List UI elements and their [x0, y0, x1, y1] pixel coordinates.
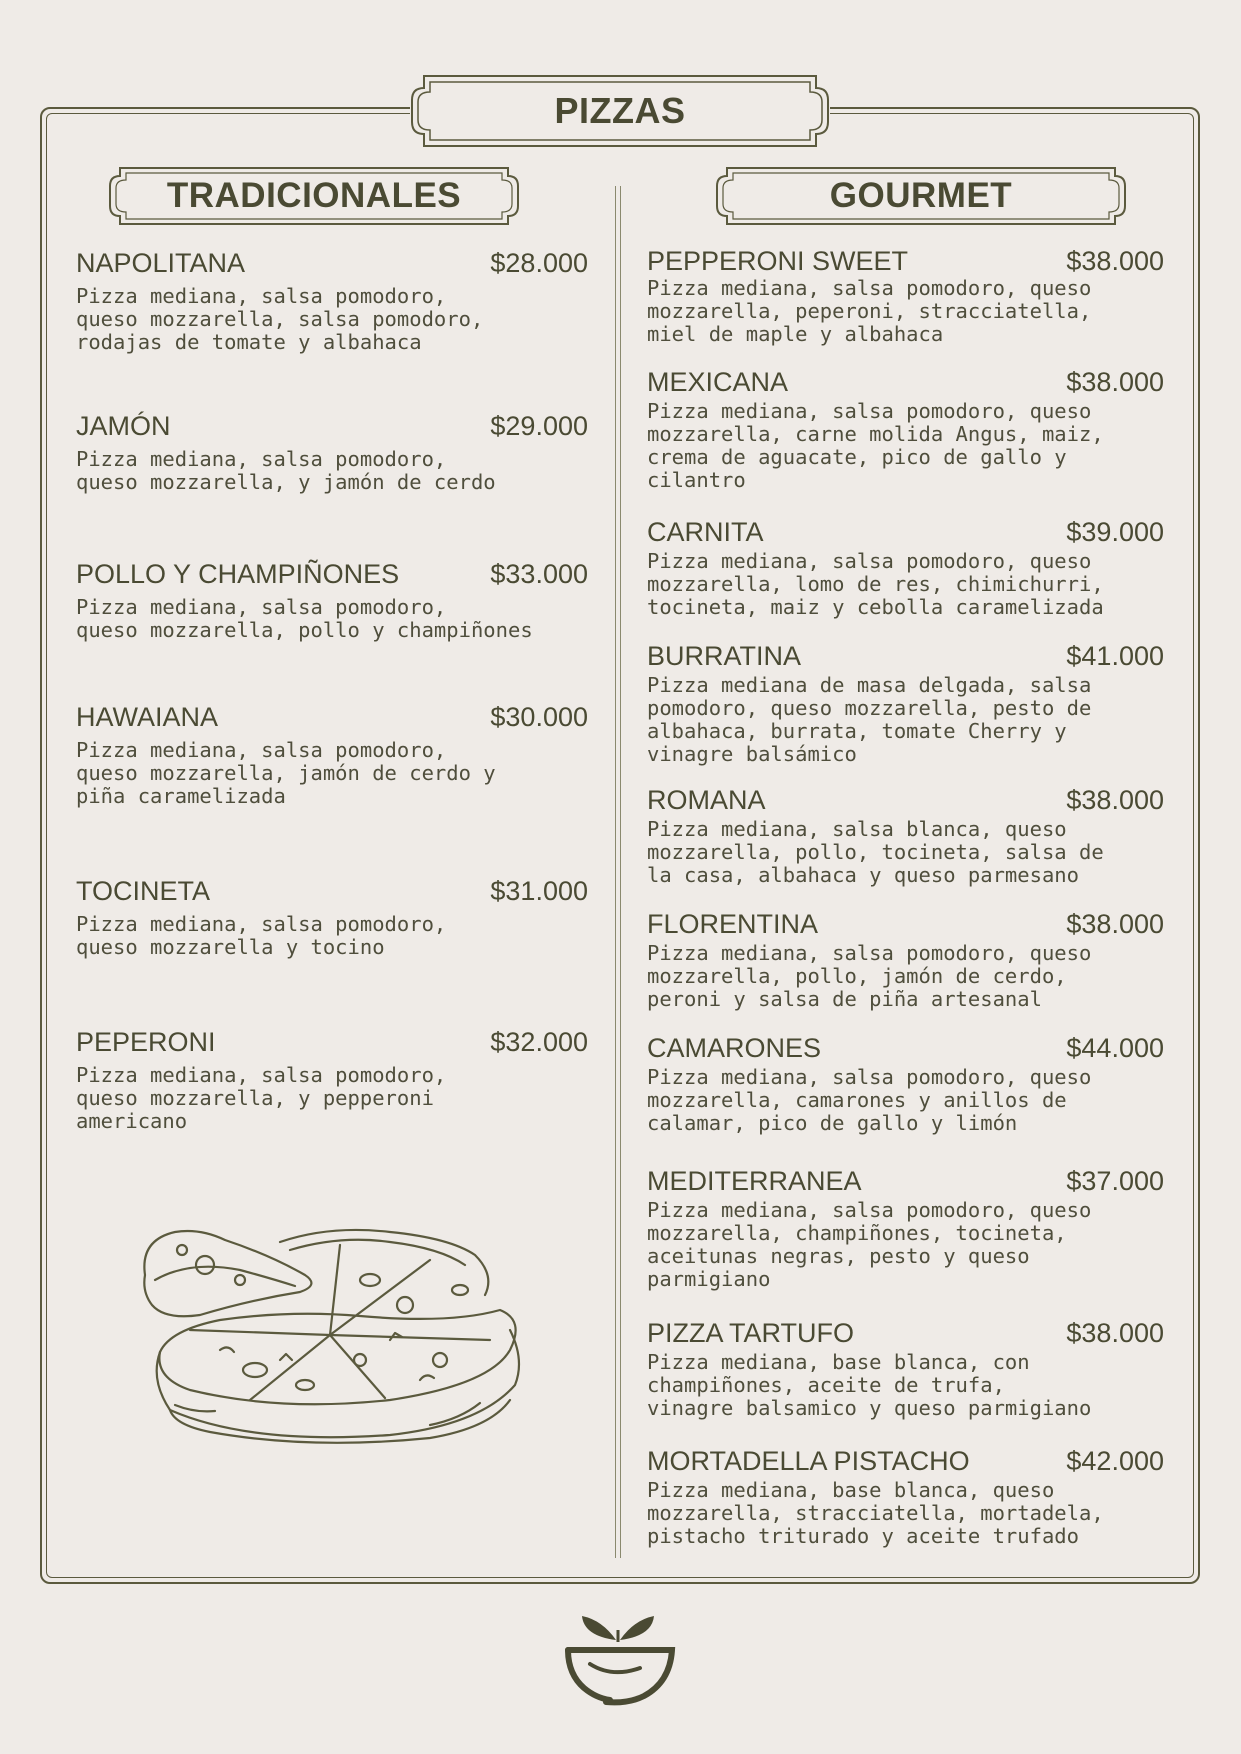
item-name: BURRATINA: [647, 641, 802, 671]
menu-item: [647, 1446, 1164, 1548]
item-price: $31.000: [490, 876, 588, 906]
item-name: PIZZA TARTUFO: [647, 1318, 855, 1348]
item-price: $28.000: [490, 248, 588, 278]
item-price: $38.000: [1066, 785, 1164, 815]
item-price: $38.000: [1066, 246, 1164, 276]
item-description: Pizza mediana, salsa pomodoro, queso mozzarella, pollo, jamón de cerdo, peroni y salsa de piña artesanal: [647, 941, 1092, 1011]
menu-item: [76, 1027, 588, 1133]
item-price: $38.000: [1066, 909, 1164, 939]
item-description: Pizza mediana, salsa pomodoro, queso mozzarella, carne molida Angus, maiz, crema de aguacate, pico de gallo y cilantro: [647, 399, 1104, 492]
page-title: PIZZAS: [554, 90, 686, 131]
menu-item: [76, 248, 588, 354]
item-description: Pizza mediana, salsa pomodoro, queso mozzarella, jamón de cerdo y piña caramelizada: [76, 738, 496, 808]
item-price: $33.000: [490, 559, 588, 589]
title-plaque: [410, 74, 830, 148]
column-divider: [615, 186, 621, 1558]
item-description: Pizza mediana, salsa pomodoro, queso mozzarella, y jamón de cerdo: [76, 447, 496, 494]
item-description: Pizza mediana, salsa pomodoro, queso mozzarella, y pepperoni americano: [76, 1063, 447, 1133]
item-description: Pizza mediana, salsa pomodoro, queso mozzarella y tocino: [76, 912, 447, 959]
item-description: Pizza mediana, base blanca, queso mozzarella, stracciatella, mortadela, pistacho triturado y aceite trufado: [647, 1478, 1104, 1548]
item-name: PEPERONI: [76, 1027, 216, 1057]
pizza-sketch-icon: [130, 1220, 530, 1450]
item-price: $30.000: [490, 702, 588, 732]
item-price: $42.000: [1066, 1446, 1164, 1476]
item-name: FLORENTINA: [647, 909, 819, 939]
item-name: POLLO Y CHAMPIÑONES: [76, 559, 400, 589]
item-name: HAWAIANA: [76, 702, 219, 732]
bowl-leaf-logo-icon: [562, 1612, 678, 1708]
menu-item: [76, 559, 588, 642]
menu-item: [647, 785, 1164, 887]
item-price: $44.000: [1066, 1033, 1164, 1063]
item-description: Pizza mediana, salsa blanca, queso mozzarella, pollo, tocineta, salsa de la casa, albahaca y queso parmesano: [647, 817, 1104, 887]
item-name: JAMÓN: [76, 411, 171, 441]
section-plaque-gourmet: [715, 166, 1127, 226]
item-name: MEDITERRANEA: [647, 1166, 862, 1196]
item-description: Pizza mediana, salsa pomodoro, queso mozzarella, camarones y anillos de calamar, pico de gallo y limón: [647, 1065, 1092, 1135]
item-name: CARNITA: [647, 517, 764, 547]
item-description: Pizza mediana, salsa pomodoro, queso mozzarella, pollo y champiñones: [76, 595, 533, 642]
item-name: MORTADELLA PISTACHO: [647, 1446, 970, 1476]
section-title-gourmet: GOURMET: [829, 176, 1013, 215]
item-price: $38.000: [1066, 1318, 1164, 1348]
menu-item: [76, 702, 588, 808]
section-title-tradicionales: TRADICIONALES: [166, 176, 462, 215]
item-name: TOCINETA: [76, 876, 211, 906]
item-name: PEPPERONI SWEET: [647, 246, 909, 276]
menu-item: [76, 411, 588, 494]
item-name: CAMARONES: [647, 1033, 822, 1063]
menu-item: [647, 517, 1164, 619]
item-description: Pizza mediana, base blanca, con champiñones, aceite de trufa, vinagre balsamico y queso parmigiano: [647, 1350, 1092, 1420]
menu-item: [647, 1033, 1164, 1135]
menu-item: [647, 909, 1164, 1011]
menu-item: [647, 1318, 1164, 1420]
item-description: Pizza mediana, salsa pomodoro, queso mozzarella, peperoni, stracciatella, miel de maple y albahaca: [647, 276, 1092, 346]
item-name: MEXICANA: [647, 367, 789, 397]
item-price: $29.000: [490, 411, 588, 441]
item-price: $41.000: [1066, 641, 1164, 671]
item-description: Pizza mediana, salsa pomodoro, queso mozzarella, salsa pomodoro, rodajas de tomate y albahaca: [76, 284, 484, 354]
item-description: Pizza mediana, salsa pomodoro, queso mozzarella, champiñones, tocineta, aceitunas negras, pesto y queso parmigiano: [647, 1198, 1092, 1291]
menu-item: [647, 641, 1164, 766]
section-plaque-tradicionales: [108, 166, 520, 226]
item-price: $38.000: [1066, 367, 1164, 397]
menu-item: [76, 876, 588, 959]
item-description: Pizza mediana de masa delgada, salsa pomodoro, queso mozzarella, pesto de albahaca, burrata, tomate Cherry y vinagre balsámico: [647, 673, 1092, 766]
menu-item: [647, 1166, 1164, 1291]
item-name: NAPOLITANA: [76, 248, 246, 278]
item-price: $37.000: [1066, 1166, 1164, 1196]
menu-item: [647, 246, 1164, 346]
menu-item: [647, 367, 1164, 492]
item-description: Pizza mediana, salsa pomodoro, queso mozzarella, lomo de res, chimichurri, tocineta, maiz y cebolla caramelizada: [647, 549, 1104, 619]
item-price: $32.000: [490, 1027, 588, 1057]
item-price: $39.000: [1066, 517, 1164, 547]
item-name: ROMANA: [647, 785, 766, 815]
